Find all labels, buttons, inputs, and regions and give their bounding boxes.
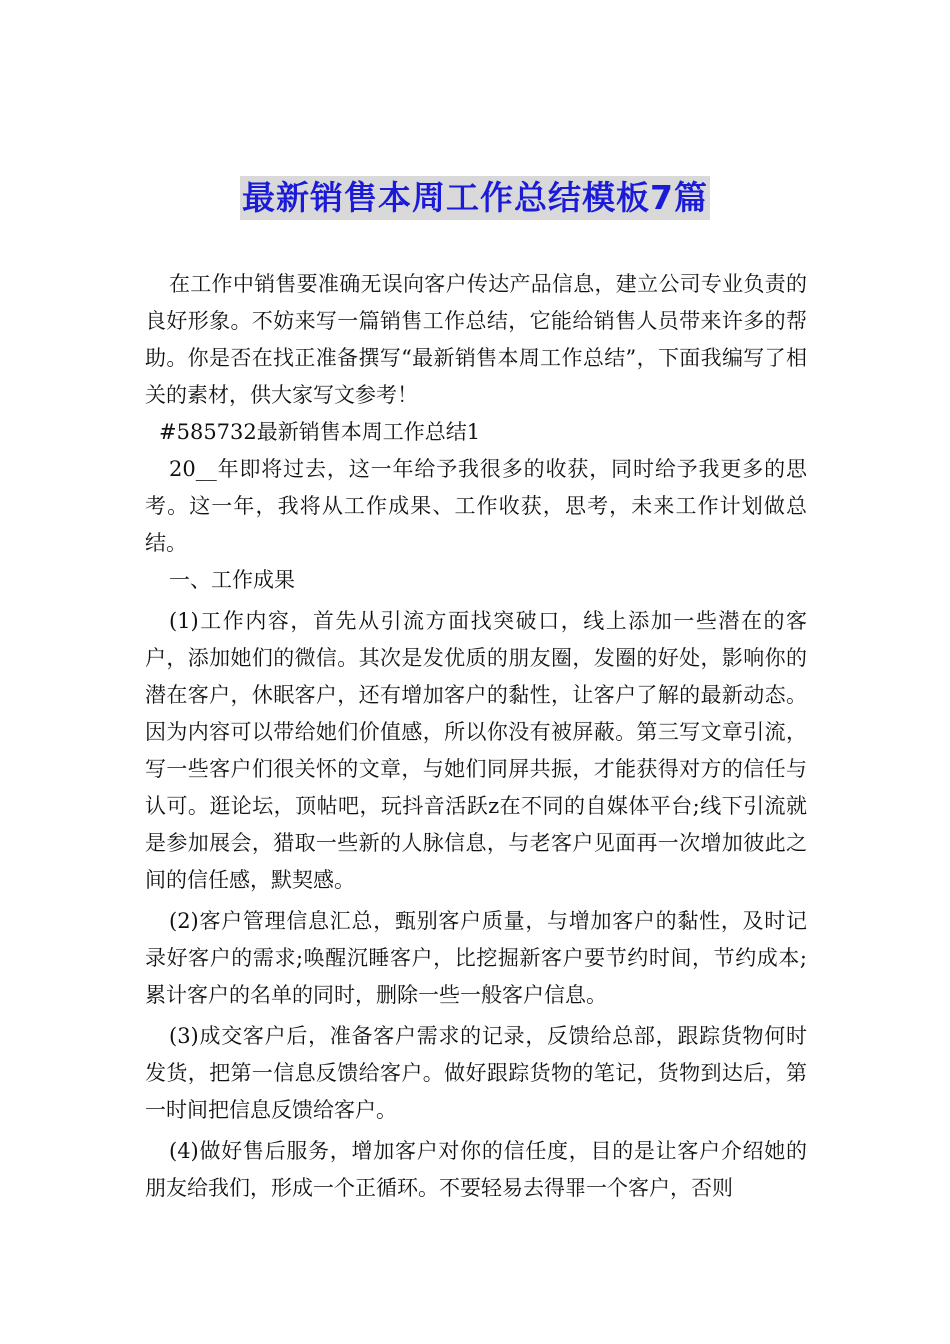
title-container xyxy=(0,176,950,220)
intro-paragraph: 在工作中销售要准确无误向客户传达产品信息，建立公司专业负责的良好形象。不妨来写一篇销售工作总结，它能给销售人员带来许多的帮助。你是否在找正准备撰写“最新销售本周工作总结”，下面我编写了相关的素材，供大家写文参考！ xyxy=(145,272,807,407)
document-body xyxy=(145,266,807,1207)
paragraph-item-2: (2)客户管理信息汇总，甄别客户质量，与增加客户的黏性，及时记录好客户的需求;唤醒沉睡客户，比挖掘新客户要节约时间，节约成本;累计客户的名单的同时，删除一些一般客户信息。 xyxy=(145,909,807,1007)
document-title: 最新销售本周工作总结模板7篇 xyxy=(240,176,710,220)
section-heading-1: #585732最新销售本周工作总结1 xyxy=(159,420,481,444)
paragraph-year-summary: 20__年即将过去，这一年给予我很多的收获，同时给予我更多的思考。这一年，我将从工作成果、工作收获，思考，未来工作计划做总结。 xyxy=(145,457,807,555)
paragraph-item-4: (4)做好售后服务，增加客户对你的信任度，目的是让客户介绍她的朋友给我们，形成一个正循环。不要轻易去得罪一个客户，否则 xyxy=(145,1139,807,1200)
subheading-work-results: 一、工作成果 xyxy=(169,568,295,592)
paragraph-item-3: (3)成交客户后，准备客户需求的记录，反馈给总部，跟踪货物何时发货，把第一信息反馈给客户。做好跟踪货物的笔记，货物到达后，第一时间把信息反馈给客户。 xyxy=(145,1024,807,1122)
paragraph-item-1: (1)工作内容，首先从引流方面找突破口，线上添加一些潜在的客户，添加她们的微信。其次是发优质的朋友圈，发圈的好处，影响你的潜在客户，休眠客户，还有增加客户的黏性，让客户了解的最新动态。因为内容可以带给她们价值感，所以你没有被屏蔽。第三写文章引流，写一些客户们很关怀的文章，与她们同屏共振，才能获得对方的信任与认可。逛论坛，顶帖吧，玩抖音活跃z在不同的自媒体平台;线下引流就是参加展会，猎取一些新的人脉信息，与老客户见面再一次增加彼此之间的信任感，默契感。 xyxy=(145,609,807,892)
